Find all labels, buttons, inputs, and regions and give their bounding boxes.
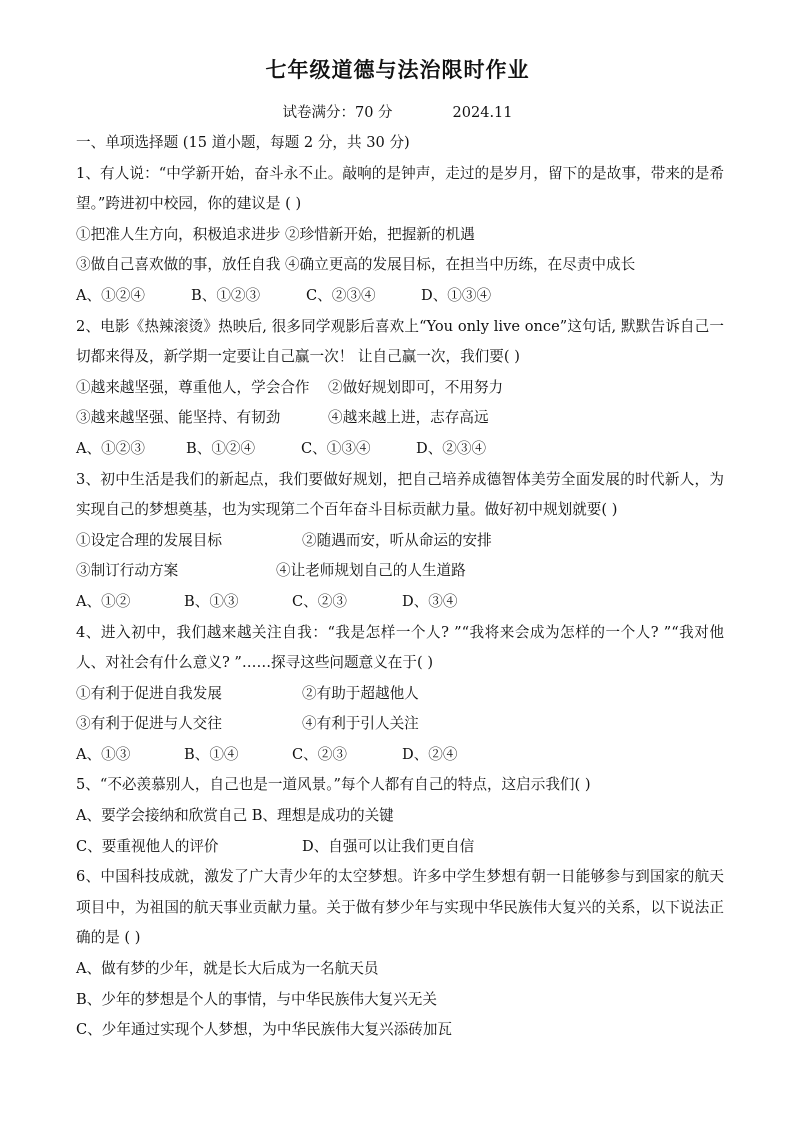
question-2-statements-row-1 bbox=[76, 373, 724, 404]
question-3-stem: 3、初中生活是我们的新起点，我们要做好规划，把自己培养成德智体美劳全面发展的时代新人，为实现自己的梦想奠基，也为实现第二个百年奋斗目标贡献力量。做好初中规划就要( ) bbox=[76, 470, 724, 519]
statement-1: ①越来越坚强，尊重他人，学会合作 bbox=[76, 378, 310, 396]
exam-content bbox=[76, 128, 724, 1046]
question-1-options bbox=[76, 281, 724, 312]
statement-4: ④让老师规划自己的人生道路 bbox=[276, 562, 466, 580]
option-a: A、①③ bbox=[76, 745, 131, 763]
statement-2: ②有助于超越他人 bbox=[302, 684, 419, 702]
option-b: B、①②③ bbox=[191, 286, 261, 304]
full-score: 试卷满分：70 分 bbox=[282, 105, 393, 121]
question-2-statements-row-2 bbox=[76, 403, 724, 434]
statement-2: ②做好规划即可，不用努力 bbox=[328, 378, 504, 396]
exam-date: 2024.11 bbox=[452, 105, 513, 121]
question-6-option-b: B、少年的梦想是个人的事情，与中华民族伟大复兴无关 bbox=[76, 990, 437, 1008]
page-title: 七年级道德与法治限时作业 bbox=[265, 58, 530, 82]
statement-1: ①有利于促进自我发展 bbox=[76, 684, 222, 702]
question-4-statements-row-2 bbox=[76, 709, 724, 740]
question-4-options bbox=[76, 740, 724, 771]
question-5-options-row-2 bbox=[76, 832, 724, 863]
option-b: B、①③ bbox=[184, 592, 239, 610]
question-5-stem: 5、“不必羡慕别人，自己也是一道风景。”每个人都有自己的特点，这启示我们( ) bbox=[76, 776, 591, 794]
option-d: D、②④ bbox=[402, 745, 458, 763]
option-a: A、①②③ bbox=[76, 439, 145, 457]
statement-3: ③有利于促进与人交往 bbox=[76, 715, 222, 733]
statement-1: ①设定合理的发展目标 bbox=[76, 531, 222, 549]
option-c: C、①③④ bbox=[301, 439, 371, 457]
statement-3: ③越来越坚强、能坚持、有韧劲 bbox=[76, 409, 281, 427]
question-2-stem: 2、电影《热辣滚烫》热映后, 很多同学观影后喜欢上“You only live once”这句话, 默默告诉自己一切都来得及，新学期一定要让自己赢一次！ 让自己赢一次，我们要( ) bbox=[76, 317, 724, 366]
statement-2: ②随遇而安，听从命运的安排 bbox=[302, 531, 492, 549]
question-6-option-a: A、做有梦的少年，就是长大后成为一名航天员 bbox=[76, 960, 379, 978]
question-4-stem: 4、进入初中，我们越来越关注自我：“我是怎样一个人? ”“我将来会成为怎样的一个人? ”“我对他人、对社会有什么意义? ”……探寻这些问题意义在于( ) bbox=[76, 623, 724, 672]
statement-4: ④越来越上进，志存高远 bbox=[328, 409, 489, 427]
option-c: C、②③④ bbox=[306, 286, 376, 304]
option-d: D、③④ bbox=[402, 592, 458, 610]
question-6-stem: 6、中国科技成就，激发了广大青少年的太空梦想。许多中学生梦想有朝一日能够参与到国家的航天项目中，为祖国的航天事业贡献力量。关于做有梦少年与实现中华民族伟大复兴的关系，以下说法正确的是 ( ) bbox=[76, 868, 724, 947]
question-3-statements-row-2 bbox=[76, 556, 724, 587]
option-b: B、①④ bbox=[184, 745, 239, 763]
statement-3: ③制订行动方案 bbox=[76, 562, 179, 580]
option-d: D、①③④ bbox=[421, 286, 492, 304]
question-2-options bbox=[76, 434, 724, 465]
option-c: C、②③ bbox=[292, 745, 347, 763]
section-heading: 一、单项选择题 (15 道小题，每题 2 分，共 30 分) bbox=[76, 134, 410, 151]
question-1-stem: 1、有人说：“中学新开始，奋斗永不止。敲响的是钟声，走过的是岁月，留下的是故事，带来的是希望。”跨进初中校园，你的建议是 ( ) bbox=[76, 164, 724, 213]
option-b: B、①②④ bbox=[186, 439, 256, 457]
option-d: D、自强可以让我们更自信 bbox=[302, 837, 475, 855]
statement-4: ④有利于引人关注 bbox=[302, 715, 419, 733]
option-a: A、①② bbox=[76, 592, 131, 610]
exam-meta bbox=[0, 101, 795, 122]
question-5-options-row-1: A、要学会接纳和欣赏自己 B、理想是成功的关键 bbox=[76, 807, 394, 825]
question-3-options bbox=[76, 587, 724, 618]
question-3-statements-row-1 bbox=[76, 526, 724, 557]
option-c: C、要重视他人的评价 bbox=[76, 837, 219, 855]
question-1-statement-2: ③做自己喜欢做的事，放任自我 ④确立更高的发展目标，在担当中历练，在尽责中成长 bbox=[76, 256, 636, 274]
option-d: D、②③④ bbox=[416, 439, 487, 457]
question-1-statement-1: ①把准人生方向，积极追求进步 ②珍惜新开始，把握新的机遇 bbox=[76, 225, 475, 243]
option-a: A、①②④ bbox=[76, 286, 145, 304]
question-4-statements-row-1 bbox=[76, 679, 724, 710]
question-6-option-c: C、少年通过实现个人梦想，为中华民族伟大复兴添砖加瓦 bbox=[76, 1021, 453, 1039]
option-c: C、②③ bbox=[292, 592, 347, 610]
